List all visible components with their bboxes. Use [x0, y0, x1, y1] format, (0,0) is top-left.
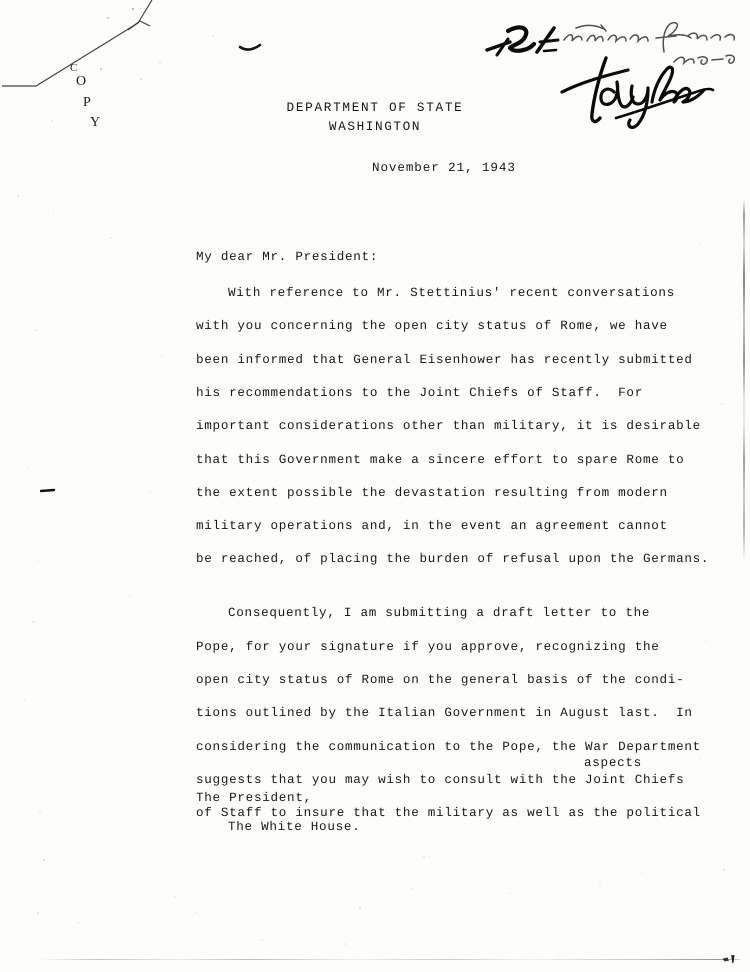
body-line: military operations and, in the event an agreement cannot	[196, 519, 668, 534]
body-line: important considerations other than military, it is desirable	[196, 419, 701, 434]
body-line: tions outlined by the Italian Government in August last. In	[196, 706, 693, 721]
body-line: been informed that General Eisenhower has recently submitted	[196, 352, 693, 367]
body-line: suggests that you may wish to consult with the Joint Chiefs	[196, 772, 685, 787]
right-edge-scan-artifact	[743, 200, 745, 562]
stray-mark-top-center	[238, 40, 264, 56]
stray-mark-left-margin	[40, 486, 58, 496]
body-line: considering the communication to the Pope, the War Department	[196, 739, 701, 754]
address-location: The White House.	[228, 820, 361, 834]
body-line: Consequently, I am submitting a draft letter to the	[228, 606, 651, 621]
copy-stamp-letter-y: Y	[90, 115, 101, 130]
page-catchword: aspects	[584, 756, 642, 770]
body-line: with you concerning the open city status of Rome, we have	[196, 319, 668, 334]
bottom-edge-scan-artifact	[40, 959, 740, 960]
copy-stamp-letter-c: C	[70, 62, 78, 74]
body-line: With reference to Mr. Stettinius' recent conversations	[228, 286, 675, 300]
date-line: November 21, 1943	[372, 161, 516, 175]
body-line: be reached, of placing the burden of refusal upon the Germans.	[196, 552, 710, 567]
body-line: his recommendations to the Joint Chiefs of Staff. For	[196, 385, 643, 400]
body-line: open city status of Rome on the general basis of the condi-	[196, 672, 685, 687]
letterhead-department: DEPARTMENT OF STATE	[286, 100, 464, 115]
body-line: that this Government make a sincere effort to spare Rome to	[196, 452, 685, 467]
corner-ink-blot	[722, 950, 738, 966]
body-line: the extent possible the devastation resulting from modern	[196, 485, 668, 500]
copy-stamp-letter-p: P	[83, 95, 91, 110]
letterhead-city: WASHINGTON	[328, 119, 422, 134]
torn-corner-line	[0, 0, 200, 110]
address-recipient: The President,	[196, 791, 312, 805]
handwritten-faint-cursive	[560, 14, 750, 76]
body-line: of Staff to insure that the military as well as the political	[196, 806, 701, 821]
handwritten-file-notation	[484, 18, 574, 74]
salutation: My dear Mr. President:	[196, 250, 379, 264]
copy-stamp-letter-o: O	[76, 74, 87, 89]
body-line: Pope, for your signature if you approve, recognizing the	[196, 639, 660, 654]
